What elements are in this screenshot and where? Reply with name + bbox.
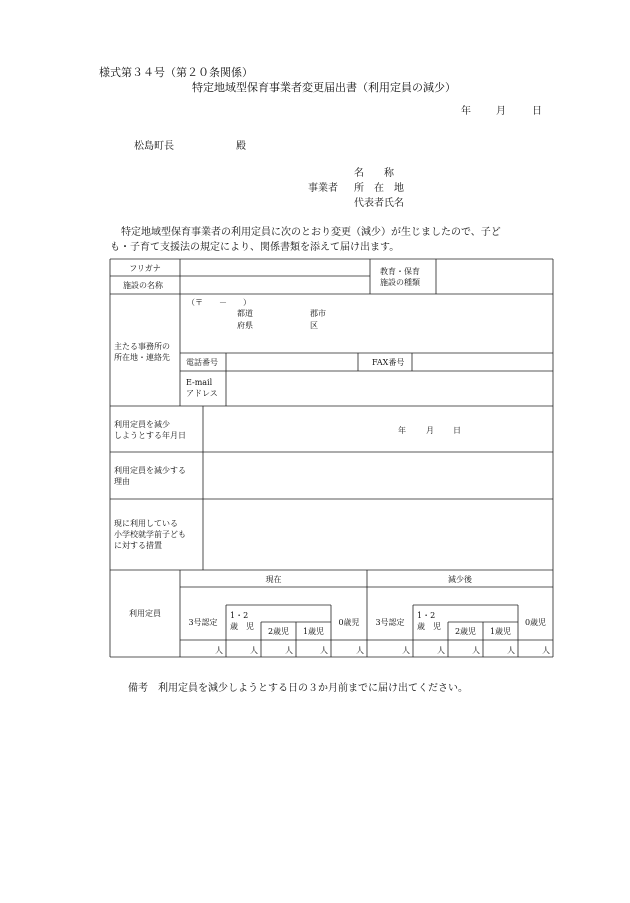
after-age1-label: 1歳児 — [489, 627, 512, 636]
unit-label: 人 — [402, 646, 410, 655]
reduce-date-year: 年 — [398, 426, 406, 435]
city-label-1: 郡市 — [310, 309, 326, 318]
unit-label: 人 — [437, 646, 445, 655]
reduce-date-day: 日 — [453, 426, 461, 435]
unit-label: 人 — [250, 646, 258, 655]
current-age12-label: 1・2 歳 児 — [230, 611, 254, 631]
reduce-date-label: 利用定員を減少 しようとする年月日 — [114, 420, 186, 440]
current-cert3-label: 3号認定 — [188, 618, 218, 627]
after-header: 減少後 — [448, 575, 472, 584]
unit-label: 人 — [542, 646, 550, 655]
applicant-rep-label: 代表者氏名 — [354, 198, 404, 209]
unit-label: 人 — [320, 646, 328, 655]
date-day: 日 — [532, 106, 542, 117]
unit-label: 人 — [507, 646, 515, 655]
prefecture-label-2: 府県 — [237, 321, 253, 330]
current-age1-label: 1歳児 — [302, 627, 325, 636]
intro-line-2: も・子育て支援法の規定により、関係書類を添えて届け出ます。 — [110, 242, 400, 253]
unit-label: 人 — [285, 646, 293, 655]
after-age12-label: 1・2 歳 児 — [417, 611, 441, 631]
reason-label: 利用定員を減少する 理由 — [114, 466, 186, 486]
date-year: 年 — [461, 106, 471, 117]
addressee-name: 松島町長 — [134, 141, 174, 152]
current-header: 現在 — [265, 575, 282, 584]
postal-code-mark: （〒 － ） — [187, 298, 251, 307]
current-age2-label: 2歳児 — [267, 627, 290, 636]
addressee-honorific: 殿 — [236, 141, 246, 152]
reduce-date-month: 月 — [426, 426, 434, 435]
after-age0-label: 0歳児 — [524, 618, 547, 627]
measures-label: 現に利用している 小学校就学前子ども に対する措置 — [114, 519, 186, 550]
city-label-2: 区 — [310, 321, 318, 330]
facility-name-label: 施設の名称 — [123, 281, 163, 290]
unit-label: 人 — [215, 646, 223, 655]
date-month: 月 — [496, 106, 506, 117]
facility-type-label: 教育・保育 施設の種類 — [380, 267, 420, 287]
prefecture-label-1: 都道 — [237, 309, 253, 318]
applicant-address-label: 所 在 地 — [354, 183, 404, 194]
unit-label: 人 — [356, 646, 364, 655]
after-cert3-label: 3号認定 — [375, 618, 405, 627]
current-age0-label: 0歳児 — [338, 618, 360, 627]
office-address-label: 主たる事務所の 所在地・連絡先 — [114, 342, 170, 362]
email-label: E-mail アドレス — [186, 378, 218, 398]
fax-label: FAX番号 — [372, 358, 405, 367]
applicant-label: 事業者 — [308, 183, 338, 194]
capacity-label: 利用定員 — [129, 609, 161, 618]
tel-label: 電話番号 — [186, 358, 218, 367]
form-number: 様式第３４号（第２０条関係） — [99, 66, 253, 79]
furigana-label: フリガナ — [129, 264, 161, 273]
remarks-note: 備考 利用定員を減少しようとする日の３か月前までに届け出てください。 — [128, 683, 468, 694]
form-title: 特定地域型保育事業者変更届出書（利用定員の減少） — [192, 81, 456, 94]
intro-line-1: 特定地域型保育事業者の利用定員に次のとおり変更（減少）が生じましたので、子ど — [121, 227, 501, 238]
unit-label: 人 — [472, 646, 480, 655]
applicant-name-label: 名 称 — [354, 168, 394, 179]
after-age2-label: 2歳児 — [454, 627, 477, 636]
